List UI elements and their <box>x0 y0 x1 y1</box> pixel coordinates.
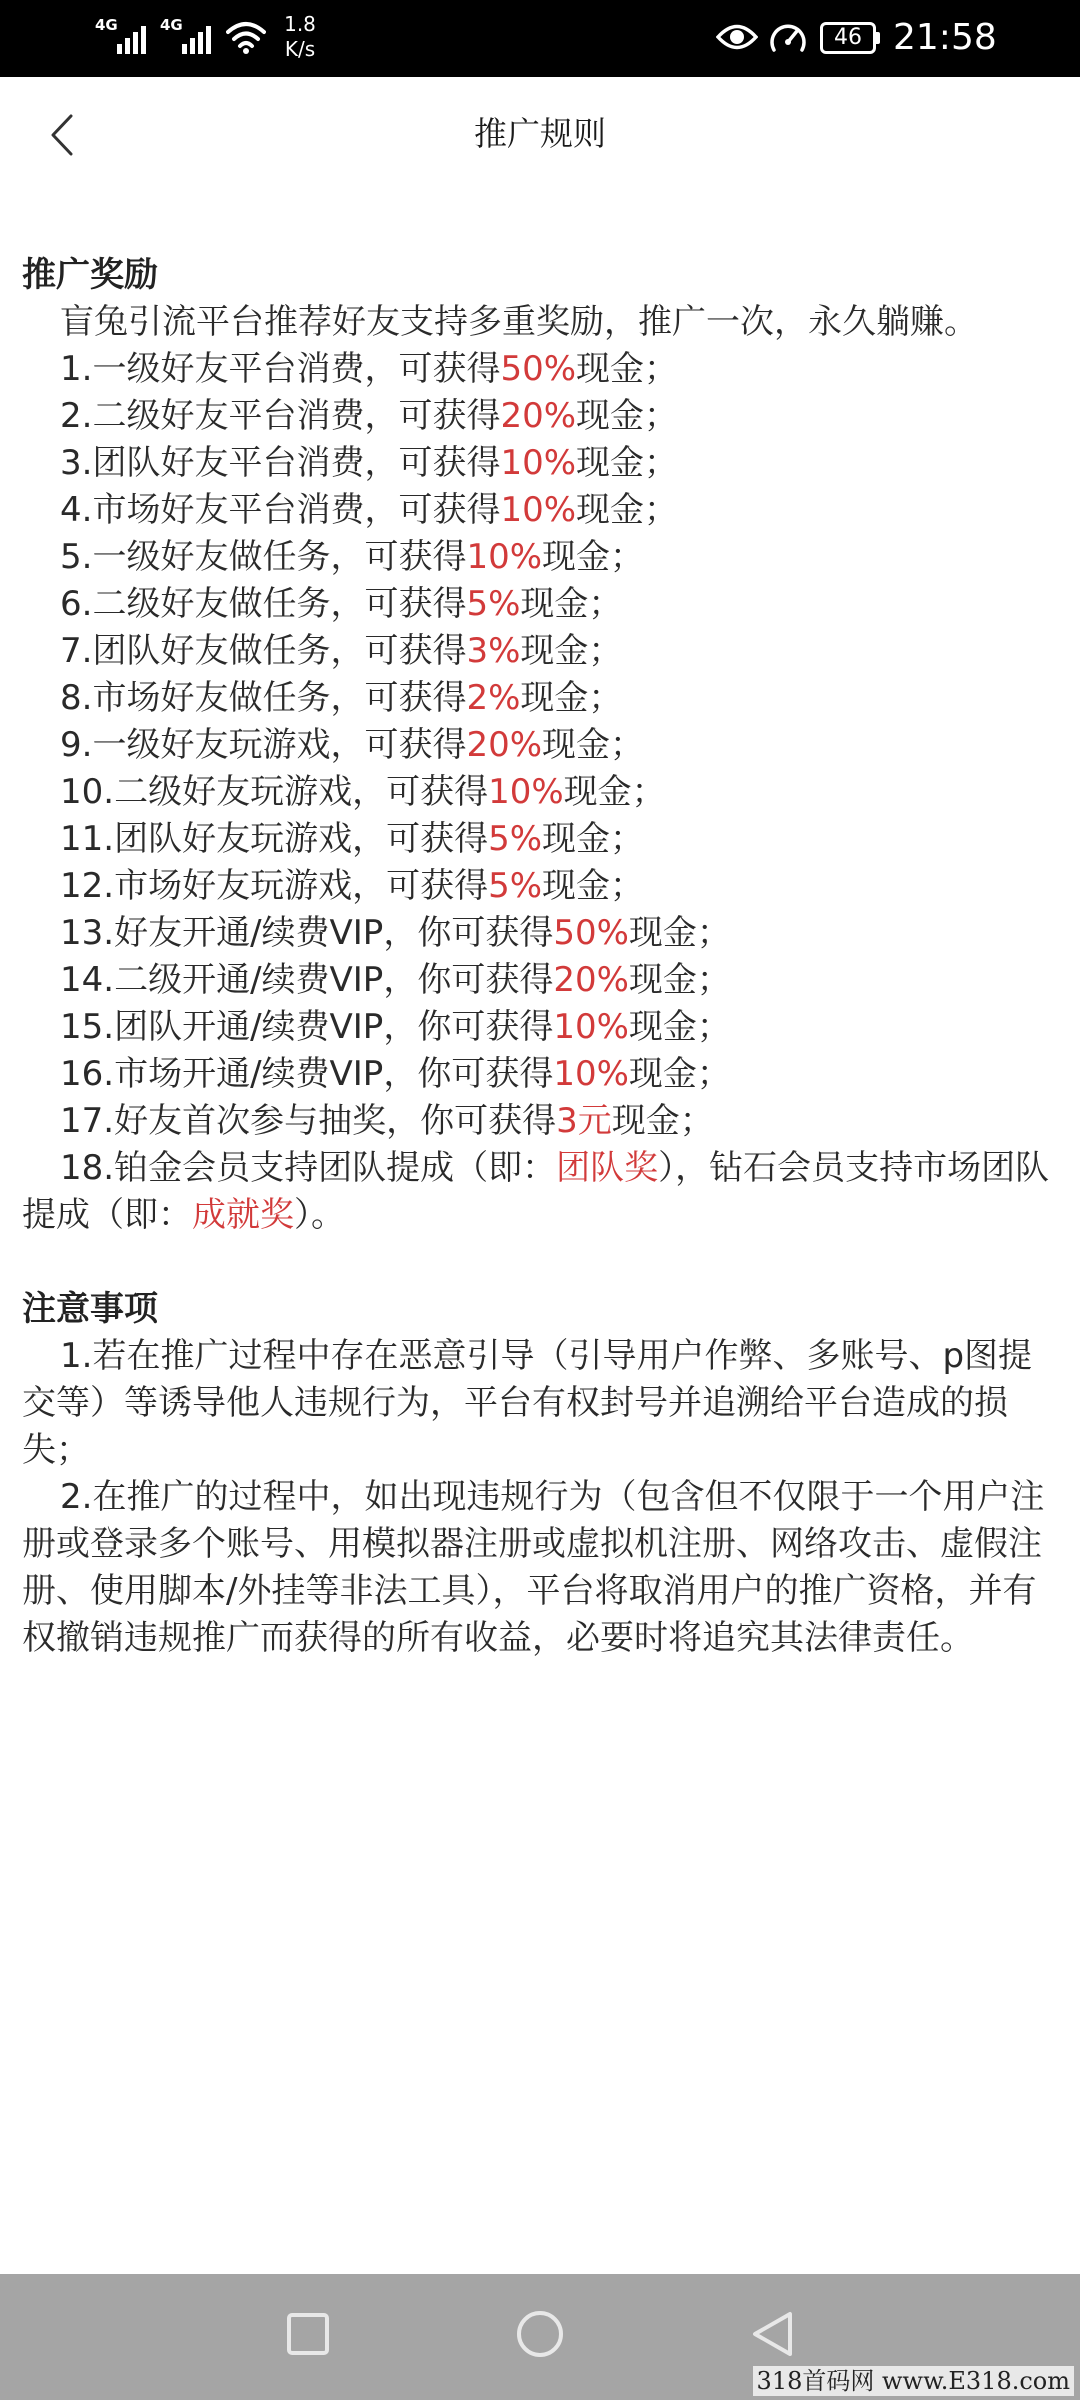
team-bonus-label: 团队奖 <box>556 1148 659 1188</box>
reward-suffix: 现金； <box>542 819 645 859</box>
network-speed-unit: K/s <box>284 37 316 61</box>
reward-item <box>22 957 1058 1004</box>
reward-suffix: 现金； <box>563 772 666 812</box>
notes-section-title: 注意事项 <box>22 1289 158 1329</box>
triangle-left-icon <box>750 2310 794 2358</box>
reward-text: 3.团队好友平台消费，可获得 <box>60 443 501 483</box>
reward-suffix: 现金； <box>628 913 731 953</box>
reward-18-text-2: ），钻石会员支持市场团队提成（即： <box>22 1148 1050 1235</box>
eye-comfort-icon <box>716 22 758 52</box>
reward-text: 17.好友首次参与抽奖，你可获得 <box>60 1101 557 1141</box>
reward-rate: 10% <box>553 1007 629 1047</box>
reward-18-text-3: ）。 <box>294 1195 345 1235</box>
reward-rate: 5% <box>488 819 543 859</box>
reward-rate: 10% <box>466 537 543 577</box>
note-item: 2.在推广的过程中，如出现违规行为（包含但不仅限于一个用户注册或登录多个账号、用模拟器注册或虚拟机注册、网络攻击、虚假注册、使用脚本/外挂等非法工具），平台将取消用户的推广资格，并有权撤销违规推广而获得的所有收益，必要时将追究其法律责任。 <box>22 1477 1045 1658</box>
reward-text: 4.市场好友平台消费，可获得 <box>60 490 501 530</box>
reward-item <box>22 487 1058 534</box>
reward-item <box>22 534 1058 581</box>
reward-text: 6.二级好友做任务，可获得 <box>60 584 467 624</box>
reward-suffix: 现金； <box>542 866 645 906</box>
reward-text: 14.二级开通/续费VIP，你可获得 <box>60 960 554 1000</box>
reward-rate: 10% <box>500 443 577 483</box>
reward-rate: 2% <box>466 678 521 718</box>
achievement-bonus-label: 成就奖 <box>192 1195 294 1235</box>
battery-tip <box>876 32 880 44</box>
reward-rate: 20% <box>553 960 629 1000</box>
reward-suffix: 现金； <box>576 396 679 436</box>
reward-item <box>22 1098 1058 1145</box>
signal-2-label: 4G <box>160 16 183 34</box>
reward-suffix: 现金； <box>576 443 679 483</box>
reward-suffix: 现金； <box>628 1007 731 1047</box>
reward-text: 5.一级好友做任务，可获得 <box>60 537 467 577</box>
rules-content <box>22 252 1058 1662</box>
back-nav-button[interactable] <box>742 2304 802 2364</box>
reward-text: 13.好友开通/续费VIP，你可获得 <box>60 913 554 953</box>
reward-suffix: 现金； <box>628 1054 731 1094</box>
reward-rate: 3元 <box>556 1101 612 1141</box>
reward-rate: 20% <box>466 725 543 765</box>
reward-item <box>22 910 1058 957</box>
network-speed <box>280 12 320 62</box>
reward-item <box>22 769 1058 816</box>
reward-suffix: 现金； <box>542 725 645 765</box>
reward-rate: 5% <box>488 866 543 906</box>
reward-text: 15.团队开通/续费VIP，你可获得 <box>60 1007 554 1047</box>
speedometer-icon <box>768 20 808 56</box>
note-item: 1.若在推广过程中存在恶意引导（引导用户作弊、多账号、p图提交等）等诱导他人违规行为，平台有权封号并追溯给平台造成的损失； <box>22 1336 1033 1470</box>
reward-suffix: 现金； <box>520 584 623 624</box>
cellular-signal-2-icon <box>160 18 211 58</box>
watermark: 318首码网 www.E318.com <box>753 2366 1074 2396</box>
wifi-icon <box>226 20 266 54</box>
reward-suffix: 现金； <box>611 1101 714 1141</box>
reward-text: 9.一级好友玩游戏，可获得 <box>60 725 467 765</box>
network-speed-value: 1.8 <box>284 12 316 36</box>
reward-item <box>22 346 1058 393</box>
reward-text: 16.市场开通/续费VIP，你可获得 <box>60 1054 554 1094</box>
battery-icon <box>820 22 876 54</box>
reward-rate: 5% <box>466 584 521 624</box>
reward-item <box>22 581 1058 628</box>
reward-item <box>22 816 1058 863</box>
reward-item-18 <box>22 1145 1058 1239</box>
clock: 21:58 <box>893 17 997 58</box>
reward-text: 1.一级好友平台消费，可获得 <box>60 349 501 389</box>
reward-18-text-1: 18.铂金会员支持团队提成（即： <box>60 1148 557 1188</box>
reward-item <box>22 722 1058 769</box>
rewards-intro: 盲兔引流平台推荐好友支持多重奖励，推广一次，永久躺赚。 <box>60 302 978 342</box>
reward-text: 2.二级好友平台消费，可获得 <box>60 396 501 436</box>
reward-text: 10.二级好友玩游戏，可获得 <box>60 772 489 812</box>
reward-suffix: 现金； <box>628 960 731 1000</box>
reward-rate: 20% <box>500 396 577 436</box>
reward-item <box>22 628 1058 675</box>
page-title: 推广规则 <box>474 114 606 153</box>
cellular-signal-1-icon <box>95 18 146 58</box>
reward-item <box>22 440 1058 487</box>
reward-suffix: 现金； <box>542 537 645 577</box>
reward-text: 12.市场好友玩游戏，可获得 <box>60 866 489 906</box>
rewards-section-title: 推广奖励 <box>22 255 158 295</box>
reward-suffix: 现金； <box>520 678 623 718</box>
reward-item <box>22 1004 1058 1051</box>
home-button[interactable] <box>510 2304 570 2364</box>
section-spacer <box>22 1239 1058 1286</box>
signal-1-label: 4G <box>95 16 118 34</box>
reward-text: 8.市场好友做任务，可获得 <box>60 678 467 718</box>
reward-item <box>22 863 1058 910</box>
battery-level: 46 <box>834 25 862 50</box>
circle-icon <box>516 2310 564 2358</box>
reward-suffix: 现金； <box>576 490 679 530</box>
reward-suffix: 现金； <box>576 349 679 389</box>
reward-item <box>22 675 1058 722</box>
reward-text: 7.团队好友做任务，可获得 <box>60 631 467 671</box>
reward-rate: 50% <box>500 349 577 389</box>
recents-button[interactable] <box>278 2304 338 2364</box>
square-icon <box>286 2312 330 2356</box>
reward-item <box>22 393 1058 440</box>
reward-rate: 10% <box>500 490 577 530</box>
reward-suffix: 现金； <box>520 631 623 671</box>
reward-item <box>22 1051 1058 1098</box>
reward-rate: 3% <box>466 631 521 671</box>
reward-rate: 50% <box>553 913 629 953</box>
reward-rate: 10% <box>553 1054 629 1094</box>
reward-text: 11.团队好友玩游戏，可获得 <box>60 819 489 859</box>
reward-rate: 10% <box>488 772 564 812</box>
status-bar <box>0 0 1080 77</box>
app-header <box>0 77 1080 197</box>
